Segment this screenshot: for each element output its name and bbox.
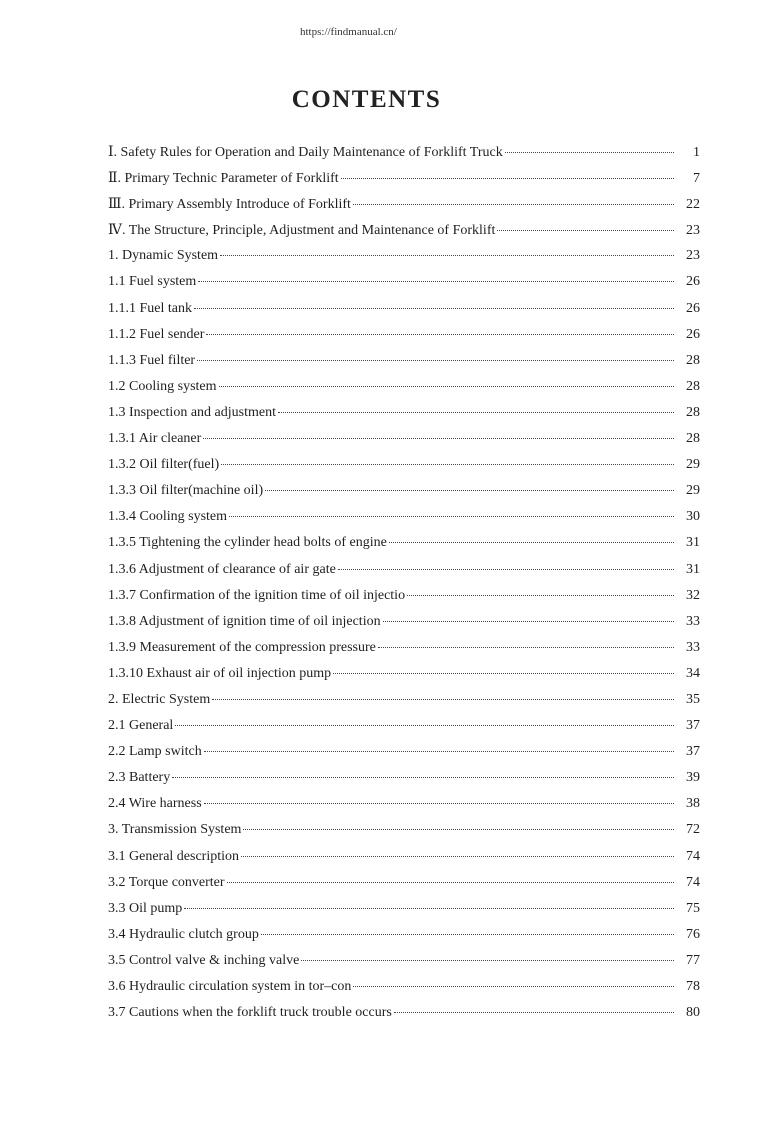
toc-entry-page-number: 30 [686, 509, 700, 525]
toc-entry-page-number: 75 [686, 900, 700, 916]
toc-dot-leader [353, 204, 674, 205]
toc-dot-leader [261, 934, 674, 935]
toc-dot-leader [497, 230, 674, 231]
toc-entry-label: 3.4 Hydraulic clutch group [108, 926, 259, 942]
toc-entry-page-number: 77 [686, 952, 700, 968]
toc-entry-label: 1.1.2 Fuel sender [108, 326, 205, 342]
toc-dot-leader [204, 751, 674, 752]
toc-entry-page-number: 31 [686, 535, 700, 551]
toc-entry-page-number: 78 [686, 979, 700, 994]
toc-entry[interactable] [108, 770, 700, 796]
toc-entry[interactable] [108, 483, 700, 509]
toc-entry[interactable] [108, 562, 700, 588]
toc-entry[interactable] [108, 588, 700, 614]
toc-entry-page-number: 22 [686, 197, 700, 213]
toc-entry-page-number: 1 [693, 145, 700, 160]
toc-entry-page-number: 26 [686, 326, 700, 342]
toc-entry-label: 3.7 Cautions when the forklift truck trouble occurs [108, 1005, 392, 1021]
toc-dot-leader [265, 490, 674, 491]
toc-entry-page-number: 23 [686, 248, 700, 264]
toc-entry[interactable] [108, 222, 700, 248]
toc-dot-leader [407, 595, 674, 596]
toc-entry[interactable] [108, 301, 700, 327]
toc-entry-label: 2.4 Wire harness [108, 796, 202, 812]
toc-entry-label: 1.1 Fuel system [108, 274, 197, 290]
toc-dot-leader [338, 569, 674, 570]
toc-entry-page-number: 28 [686, 431, 700, 447]
toc-entry-page-number: 37 [686, 744, 700, 760]
toc-entry-page-number: 34 [686, 665, 700, 681]
toc-entry-page-number: 80 [686, 1005, 700, 1021]
toc-entry[interactable] [108, 248, 700, 274]
toc-entry-label: 1.1.3 Fuel filter [108, 352, 196, 368]
table-of-contents [108, 144, 700, 1031]
page-title: CONTENTS [291, 86, 442, 113]
toc-entry-label: 3.6 Hydraulic circulation system in tor–con [108, 979, 352, 994]
toc-entry[interactable] [108, 170, 700, 196]
toc-dot-leader [301, 960, 674, 961]
toc-entry-label: 1.3.1 Air cleaner [108, 431, 202, 447]
toc-entry-label: 2.1 General [108, 718, 174, 734]
toc-dot-leader [221, 464, 674, 465]
toc-entry[interactable] [108, 535, 700, 561]
toc-entry[interactable] [108, 718, 700, 744]
toc-entry[interactable] [108, 849, 700, 875]
toc-entry[interactable] [108, 953, 700, 979]
toc-entry[interactable] [108, 457, 700, 483]
toc-entry-page-number: 37 [686, 718, 700, 734]
toc-dot-leader [241, 856, 674, 857]
toc-dot-leader [175, 725, 674, 726]
toc-entry-page-number: 31 [686, 561, 700, 577]
toc-dot-leader [204, 803, 674, 804]
toc-entry[interactable] [108, 274, 700, 300]
toc-dot-leader [229, 516, 674, 517]
watermark-overlay-url: https://findmanual.cn/ [300, 26, 397, 38]
toc-entry[interactable] [108, 927, 700, 953]
toc-entry[interactable] [108, 666, 700, 692]
toc-entry[interactable] [108, 379, 700, 405]
toc-dot-leader [206, 334, 674, 335]
toc-entry-page-number: 72 [686, 822, 700, 838]
toc-dot-leader [394, 1012, 674, 1013]
toc-entry-label: 1.3.4 Cooling system [108, 509, 228, 525]
toc-entry-page-number: 29 [686, 483, 700, 499]
toc-entry-label: 1.3.5 Tightening the cylinder head bolts of engine [108, 535, 387, 551]
toc-entry[interactable] [108, 822, 700, 848]
toc-dot-leader [220, 255, 674, 256]
toc-entry-page-number: 26 [686, 300, 700, 316]
toc-dot-leader [184, 908, 674, 909]
toc-entry[interactable] [108, 431, 700, 457]
toc-entry-label: 2.2 Lamp switch [108, 744, 202, 760]
toc-entry-label: 1.3 Inspection and adjustment [108, 404, 276, 420]
toc-entry-label: 1.3.8 Adjustment of ignition time of oil injection [108, 613, 381, 629]
toc-entry[interactable] [108, 1005, 700, 1031]
toc-entry-page-number: 28 [686, 404, 700, 420]
toc-entry[interactable] [108, 405, 700, 431]
toc-dot-leader [383, 621, 674, 622]
toc-entry-label: 1.3.6 Adjustment of clearance of air gate [108, 561, 336, 577]
toc-entry-label: 1.3.10 Exhaust air of oil injection pump [108, 665, 332, 681]
toc-dot-leader [333, 673, 674, 674]
toc-entry-label: 1.3.2 Oil filter(fuel) [108, 457, 220, 473]
toc-entry[interactable] [108, 614, 700, 640]
toc-dot-leader [278, 412, 674, 413]
toc-dot-leader [378, 647, 674, 648]
toc-entry-label: 3.5 Control valve & inching valve [108, 952, 300, 968]
toc-entry-page-number: 7 [693, 171, 700, 187]
toc-dot-leader [194, 308, 674, 309]
toc-entry[interactable] [108, 196, 700, 222]
toc-dot-leader [212, 699, 674, 700]
toc-entry-label: 3.1 General description [108, 848, 240, 864]
toc-entry-page-number: 29 [686, 457, 700, 473]
toc-entry-label: 2.3 Battery [108, 770, 171, 786]
toc-entry-label: 3.2 Torque converter [108, 874, 225, 890]
toc-entry-page-number: 33 [686, 639, 700, 655]
toc-entry-label: 1. Dynamic System [108, 248, 219, 264]
toc-entry[interactable] [108, 144, 700, 170]
toc-entry-label: 1.3.3 Oil filter(machine oil) [108, 483, 264, 499]
toc-entry[interactable] [108, 509, 700, 535]
toc-dot-leader [203, 438, 674, 439]
toc-entry-label: 3. Transmission System [108, 822, 242, 838]
toc-entry-page-number: 38 [686, 796, 700, 812]
toc-entry-label: 2. Electric System [108, 691, 211, 707]
toc-entry-label: 1.2 Cooling system [108, 378, 217, 394]
toc-dot-leader [505, 152, 674, 153]
toc-entry-page-number: 28 [686, 378, 700, 394]
toc-entry-label: 1.3.7 Confirmation of the ignition time of oil injectio [108, 587, 406, 603]
toc-entry-label: Ⅳ. The Structure, Principle, Adjustment and Maintenance of Forklift [108, 223, 496, 239]
toc-entry-label: Ⅱ. Primary Technic Parameter of Forklift [108, 171, 339, 187]
toc-entry[interactable] [108, 901, 700, 927]
toc-dot-leader [341, 178, 674, 179]
toc-entry[interactable] [108, 353, 700, 379]
toc-entry-page-number: 33 [686, 613, 700, 629]
toc-entry-page-number: 35 [686, 691, 700, 707]
toc-dot-leader [227, 882, 674, 883]
toc-entry-label: 3.3 Oil pump [108, 900, 183, 916]
toc-entry[interactable] [108, 796, 700, 822]
toc-entry[interactable] [108, 979, 700, 1005]
toc-dot-leader [172, 777, 674, 778]
toc-entry-page-number: 76 [686, 926, 700, 942]
toc-entry[interactable] [108, 327, 700, 353]
toc-entry-page-number: 23 [686, 223, 700, 239]
toc-entry[interactable] [108, 744, 700, 770]
toc-entry-label: 1.3.9 Measurement of the compression pressure [108, 639, 376, 655]
toc-entry-page-number: 74 [686, 848, 700, 864]
toc-entry[interactable] [108, 640, 700, 666]
toc-entry-page-number: 26 [686, 274, 700, 290]
toc-entry-page-number: 74 [686, 874, 700, 890]
toc-entry-page-number: 32 [686, 587, 700, 603]
toc-entry-label: Ⅲ. Primary Assembly Introduce of Forklift [108, 197, 351, 213]
toc-entry-label: 1.1.1 Fuel tank [108, 300, 192, 316]
toc-entry-page-number: 39 [686, 770, 700, 786]
toc-dot-leader [243, 829, 674, 830]
toc-dot-leader [198, 281, 674, 282]
toc-entry[interactable] [108, 875, 700, 901]
toc-entry[interactable] [108, 692, 700, 718]
toc-dot-leader [353, 986, 674, 987]
toc-entry-label: Ⅰ. Safety Rules for Operation and Daily Maintenance of Forklift Truck [108, 145, 503, 160]
toc-dot-leader [389, 542, 674, 543]
toc-entry-page-number: 28 [686, 352, 700, 368]
toc-dot-leader [219, 386, 674, 387]
toc-dot-leader [197, 360, 674, 361]
